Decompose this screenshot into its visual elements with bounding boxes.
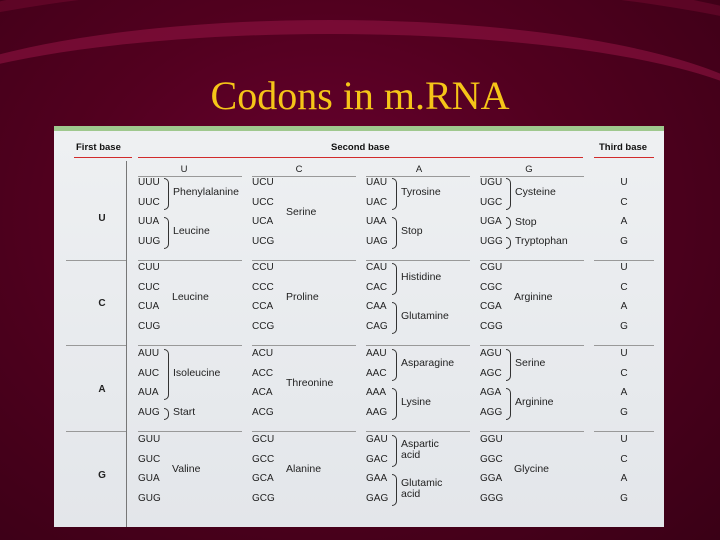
codon: CUU	[138, 262, 160, 273]
codon: CCU	[252, 262, 274, 273]
amino-acid-label: Stop	[401, 225, 423, 238]
codon: UGA	[480, 216, 502, 227]
third-base-label: C	[620, 367, 628, 379]
block-divider	[480, 260, 584, 261]
codon: UGC	[480, 196, 503, 208]
bracket-icon	[164, 408, 169, 420]
codon: AUC	[138, 367, 160, 379]
codon: CCA	[252, 301, 274, 312]
codon: UAG	[366, 235, 388, 247]
codon: CCG	[252, 320, 275, 332]
bracket-icon	[506, 217, 511, 229]
codon: GCC	[252, 453, 275, 465]
bracket-icon	[164, 178, 169, 210]
block-divider	[366, 260, 470, 261]
codon-table	[54, 126, 664, 527]
amino-acid-label: Glutamine	[401, 310, 449, 323]
first-base-label-a: A	[98, 384, 106, 395]
amino-acid-label: Cysteine	[515, 186, 556, 199]
block-divider	[366, 431, 470, 432]
second-base-g: G	[525, 164, 533, 175]
codon: UCU	[252, 177, 274, 188]
third-base-label: C	[620, 281, 628, 293]
codon: GGU	[480, 434, 503, 445]
codon: GUU	[138, 434, 161, 445]
codon: GCU	[252, 434, 275, 445]
amino-acid-label: Isoleucine	[173, 367, 221, 379]
codon: CAG	[366, 320, 388, 332]
amino-acid-label: Valine	[172, 462, 201, 475]
codon: AAU	[366, 348, 387, 359]
codon: GUC	[138, 453, 161, 465]
third-base-label: A	[620, 216, 628, 227]
amino-acid-label: Arginine	[514, 290, 553, 303]
codon: UAU	[366, 177, 388, 188]
third-base-label: G	[620, 320, 628, 332]
block-divider	[366, 345, 470, 346]
codon: AAA	[366, 387, 387, 398]
block-divider	[480, 345, 584, 346]
amino-acid-label: Proline	[286, 290, 319, 303]
codon: AGU	[480, 348, 502, 359]
third-base-label: U	[620, 348, 628, 359]
codon: GGC	[480, 453, 503, 465]
block-divider	[66, 260, 126, 261]
third-base-label: A	[620, 301, 628, 312]
third-base-label: U	[620, 262, 628, 273]
second-base-header: Second base	[331, 142, 390, 153]
codon: UUU	[138, 177, 160, 188]
amino-acid-label: Leucine	[173, 225, 210, 238]
codon: GAG	[366, 492, 389, 504]
amino-acid-label: Serine	[515, 357, 546, 370]
third-base-header: Third base	[599, 142, 648, 153]
codon: UUC	[138, 196, 160, 208]
bracket-icon	[392, 474, 397, 506]
bracket-icon	[164, 349, 169, 400]
codon: UUG	[138, 235, 161, 247]
codon: UGG	[480, 235, 503, 247]
codon: GGG	[480, 492, 504, 504]
bracket-icon	[392, 217, 397, 249]
block-divider	[138, 345, 242, 346]
block-divider	[252, 431, 356, 432]
first-base-divider	[126, 161, 127, 527]
first-base-header: First base	[76, 142, 121, 153]
amino-acid-label: Alanine	[286, 462, 322, 475]
bracket-icon	[506, 237, 511, 249]
amino-acid-label: Phenylalanine	[173, 186, 239, 199]
codon: AUA	[138, 387, 159, 398]
codon: ACU	[252, 348, 274, 359]
codon: AAG	[366, 406, 388, 418]
third-base-label: A	[620, 473, 628, 484]
third-base-label: G	[620, 235, 628, 247]
block-divider	[66, 431, 126, 432]
codon: CGC	[480, 281, 503, 293]
codon: AUU	[138, 348, 160, 359]
codon: UCA	[252, 216, 274, 227]
codon: ACA	[252, 387, 273, 398]
amino-acid-label: Glycine	[514, 462, 550, 475]
block-divider	[252, 345, 356, 346]
codon: AAC	[366, 367, 387, 379]
bracket-icon	[392, 302, 397, 334]
codon: GCG	[252, 492, 275, 504]
codon: GAA	[366, 473, 388, 484]
second-base-u: U	[180, 164, 188, 175]
amino-acid-label: Leucine	[172, 290, 209, 303]
codon: AGG	[480, 406, 503, 418]
bracket-icon	[392, 349, 397, 381]
codon: ACC	[252, 367, 274, 379]
codon: CAU	[366, 262, 388, 273]
bracket-icon	[506, 178, 511, 210]
codon: UGU	[480, 177, 503, 188]
codon: AGA	[480, 387, 502, 398]
first-base-label-c: C	[98, 298, 106, 309]
codon: GUG	[138, 492, 161, 504]
codon: CGU	[480, 262, 503, 273]
codon: CGA	[480, 301, 502, 312]
second-base-a: A	[415, 164, 423, 175]
codon: CAC	[366, 281, 388, 293]
codon: UCG	[252, 235, 275, 247]
amino-acid-label: Serine	[286, 205, 317, 218]
first-base-rule	[74, 157, 132, 158]
block-divider	[138, 431, 242, 432]
third-base-label: U	[620, 434, 628, 445]
amino-acid-label: Glutamic acid	[401, 476, 443, 500]
third-base-label: G	[620, 492, 628, 504]
bracket-icon	[506, 349, 511, 381]
block-divider	[138, 260, 242, 261]
amino-acid-label: Aspartic acid	[401, 437, 439, 461]
codon: CUG	[138, 320, 161, 332]
second-base-rule	[138, 157, 583, 158]
amino-acid-label: Stop	[515, 215, 537, 228]
slide-title: Codons in m.RNA	[210, 73, 510, 118]
codon: CUC	[138, 281, 160, 293]
first-base-label-u: U	[98, 213, 106, 224]
codon: CAA	[366, 301, 387, 312]
codon: AGC	[480, 367, 502, 379]
amino-acid-label: Start	[173, 406, 196, 418]
amino-acid-label: Tyrosine	[401, 186, 441, 199]
codon: GAU	[366, 434, 388, 445]
amino-acid-label: Asparagine	[401, 357, 455, 370]
block-divider	[594, 345, 654, 346]
codon: CGG	[480, 320, 503, 332]
bracket-icon	[392, 263, 397, 295]
third-base-label: U	[620, 177, 628, 188]
third-base-label: A	[620, 387, 628, 398]
third-base-label: C	[620, 453, 628, 465]
codon: GGA	[480, 473, 503, 484]
bracket-icon	[392, 178, 397, 210]
third-base-label: C	[620, 196, 628, 208]
bracket-icon	[392, 388, 397, 420]
bracket-icon	[164, 217, 169, 249]
bracket-icon	[506, 388, 511, 420]
block-divider	[480, 431, 584, 432]
block-divider	[594, 431, 654, 432]
codon: UAC	[366, 196, 388, 208]
codon: UUA	[138, 216, 160, 227]
block-divider	[594, 260, 654, 261]
bracket-icon	[392, 435, 397, 467]
codon: CCC	[252, 281, 274, 293]
codon: CUA	[138, 301, 160, 312]
third-base-label: G	[620, 406, 628, 418]
third-base-rule	[594, 157, 654, 158]
codon: GUA	[138, 473, 160, 484]
amino-acid-label: Tryptophan	[515, 235, 568, 247]
first-base-label-g: G	[98, 470, 106, 481]
amino-acid-label: Arginine	[515, 396, 554, 409]
codon: UAA	[366, 216, 387, 227]
second-base-c: C	[295, 164, 303, 175]
codon: ACG	[252, 406, 274, 418]
codon: GAC	[366, 453, 388, 465]
amino-acid-label: Threonine	[286, 376, 334, 389]
codon: UCC	[252, 196, 274, 208]
block-divider	[252, 260, 356, 261]
amino-acid-label: Histidine	[401, 271, 442, 284]
block-divider	[66, 345, 126, 346]
amino-acid-label: Lysine	[401, 396, 431, 409]
codon: GCA	[252, 473, 274, 484]
codon: AUG	[138, 406, 160, 418]
